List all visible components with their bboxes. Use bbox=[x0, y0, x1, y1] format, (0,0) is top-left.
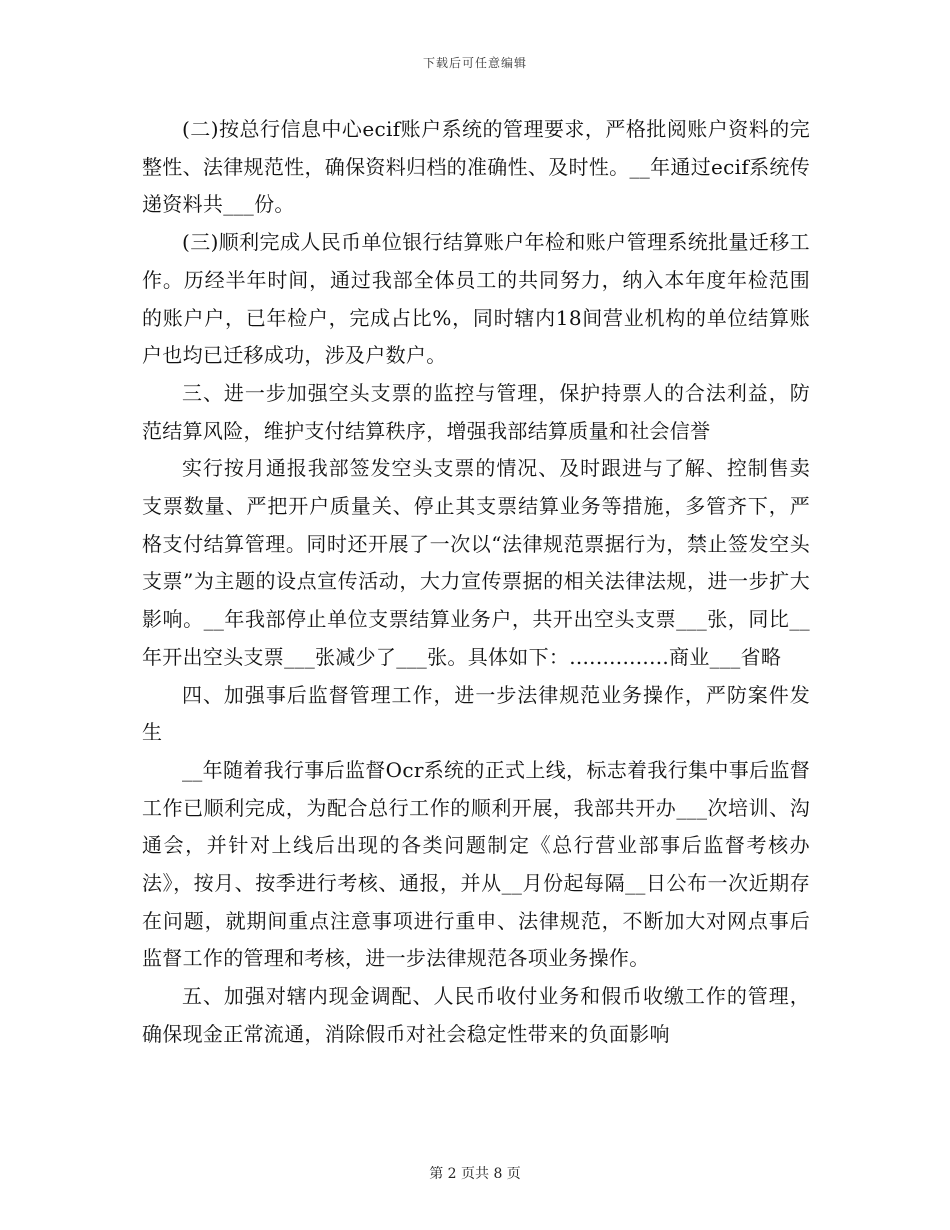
section-heading-post-supervision: 四、加强事后监督管理工作，进一步法律规范业务操作，严防案件发生 bbox=[142, 682, 810, 745]
section-heading-cash-management: 五、加强对辖内现金调配、人民币收付业务和假币收缴工作的管理，确保现金正常流通，消除假币对社会稳定性带来的负面影响 bbox=[142, 984, 810, 1046]
paragraph-bounced-checks: 实行按月通报我部签发空头支票的情况、及时跟进与了解、控制售卖支票数量、严把开户质量关、停止其支票结算业务等措施，多管齐下，严格支付结算管理。同时还开展了一次以“法律规范票据行为，禁止签发空头支票”为主题的设点宣传活动，大力宣传票据的相关法律法规，进一步扩大影响。__年我部停止单位支票结算业务户，共开出空头支票___张，同比__年开出空头支票___张减少了___张。具体如下：...............商业___省略 bbox=[142, 456, 810, 669]
section-heading-bounced-checks: 三、进一步加强空头支票的监控与管理，保护持票人的合法利益，防范结算风险，维护支付结算秩序，增强我部结算质量和社会信誉 bbox=[142, 380, 810, 443]
page-number-footer: 第 2 页共 8 页 bbox=[429, 1166, 521, 1182]
paragraph-annual-inspection: (三)顺利完成人民币单位银行结算账户年检和账户管理系统批量迁移工作。历经半年时间，通过我部全体员工的共同努力，纳入本年度年检范围的账户户，已年检户，完成占比%，同时辖内18间营业机构的单位结算账户也均已迁移成功，涉及户数户。 bbox=[142, 230, 810, 368]
page-header: 下载后可任意编辑 bbox=[422, 56, 527, 70]
document-body bbox=[142, 111, 810, 1054]
paragraph-post-supervision: __年随着我行事后监督Ocr系统的正式上线，标志着我行集中事后监督工作已顺利完成，为配合总行工作的顺利开展，我部共开办___次培训、沟通会，并针对上线后出现的各类问题制定《总行营业部事后监督考核办法》，按月、按季进行考核、通报，并从__月份起每隔__日公布一次近期存在问题，就期间重点注意事项进行重申、法律规范，不断加大对网点事后监督工作的管理和考核，进一步法律规范各项业务操作。 bbox=[142, 757, 810, 971]
paragraph-account-system: (二)按总行信息中心ecif账户系统的管理要求，严格批阅账户资料的完整性、法律规范性，确保资料归档的准确性、及时性。__年通过ecif系统传递资料共___份。 bbox=[142, 117, 810, 217]
